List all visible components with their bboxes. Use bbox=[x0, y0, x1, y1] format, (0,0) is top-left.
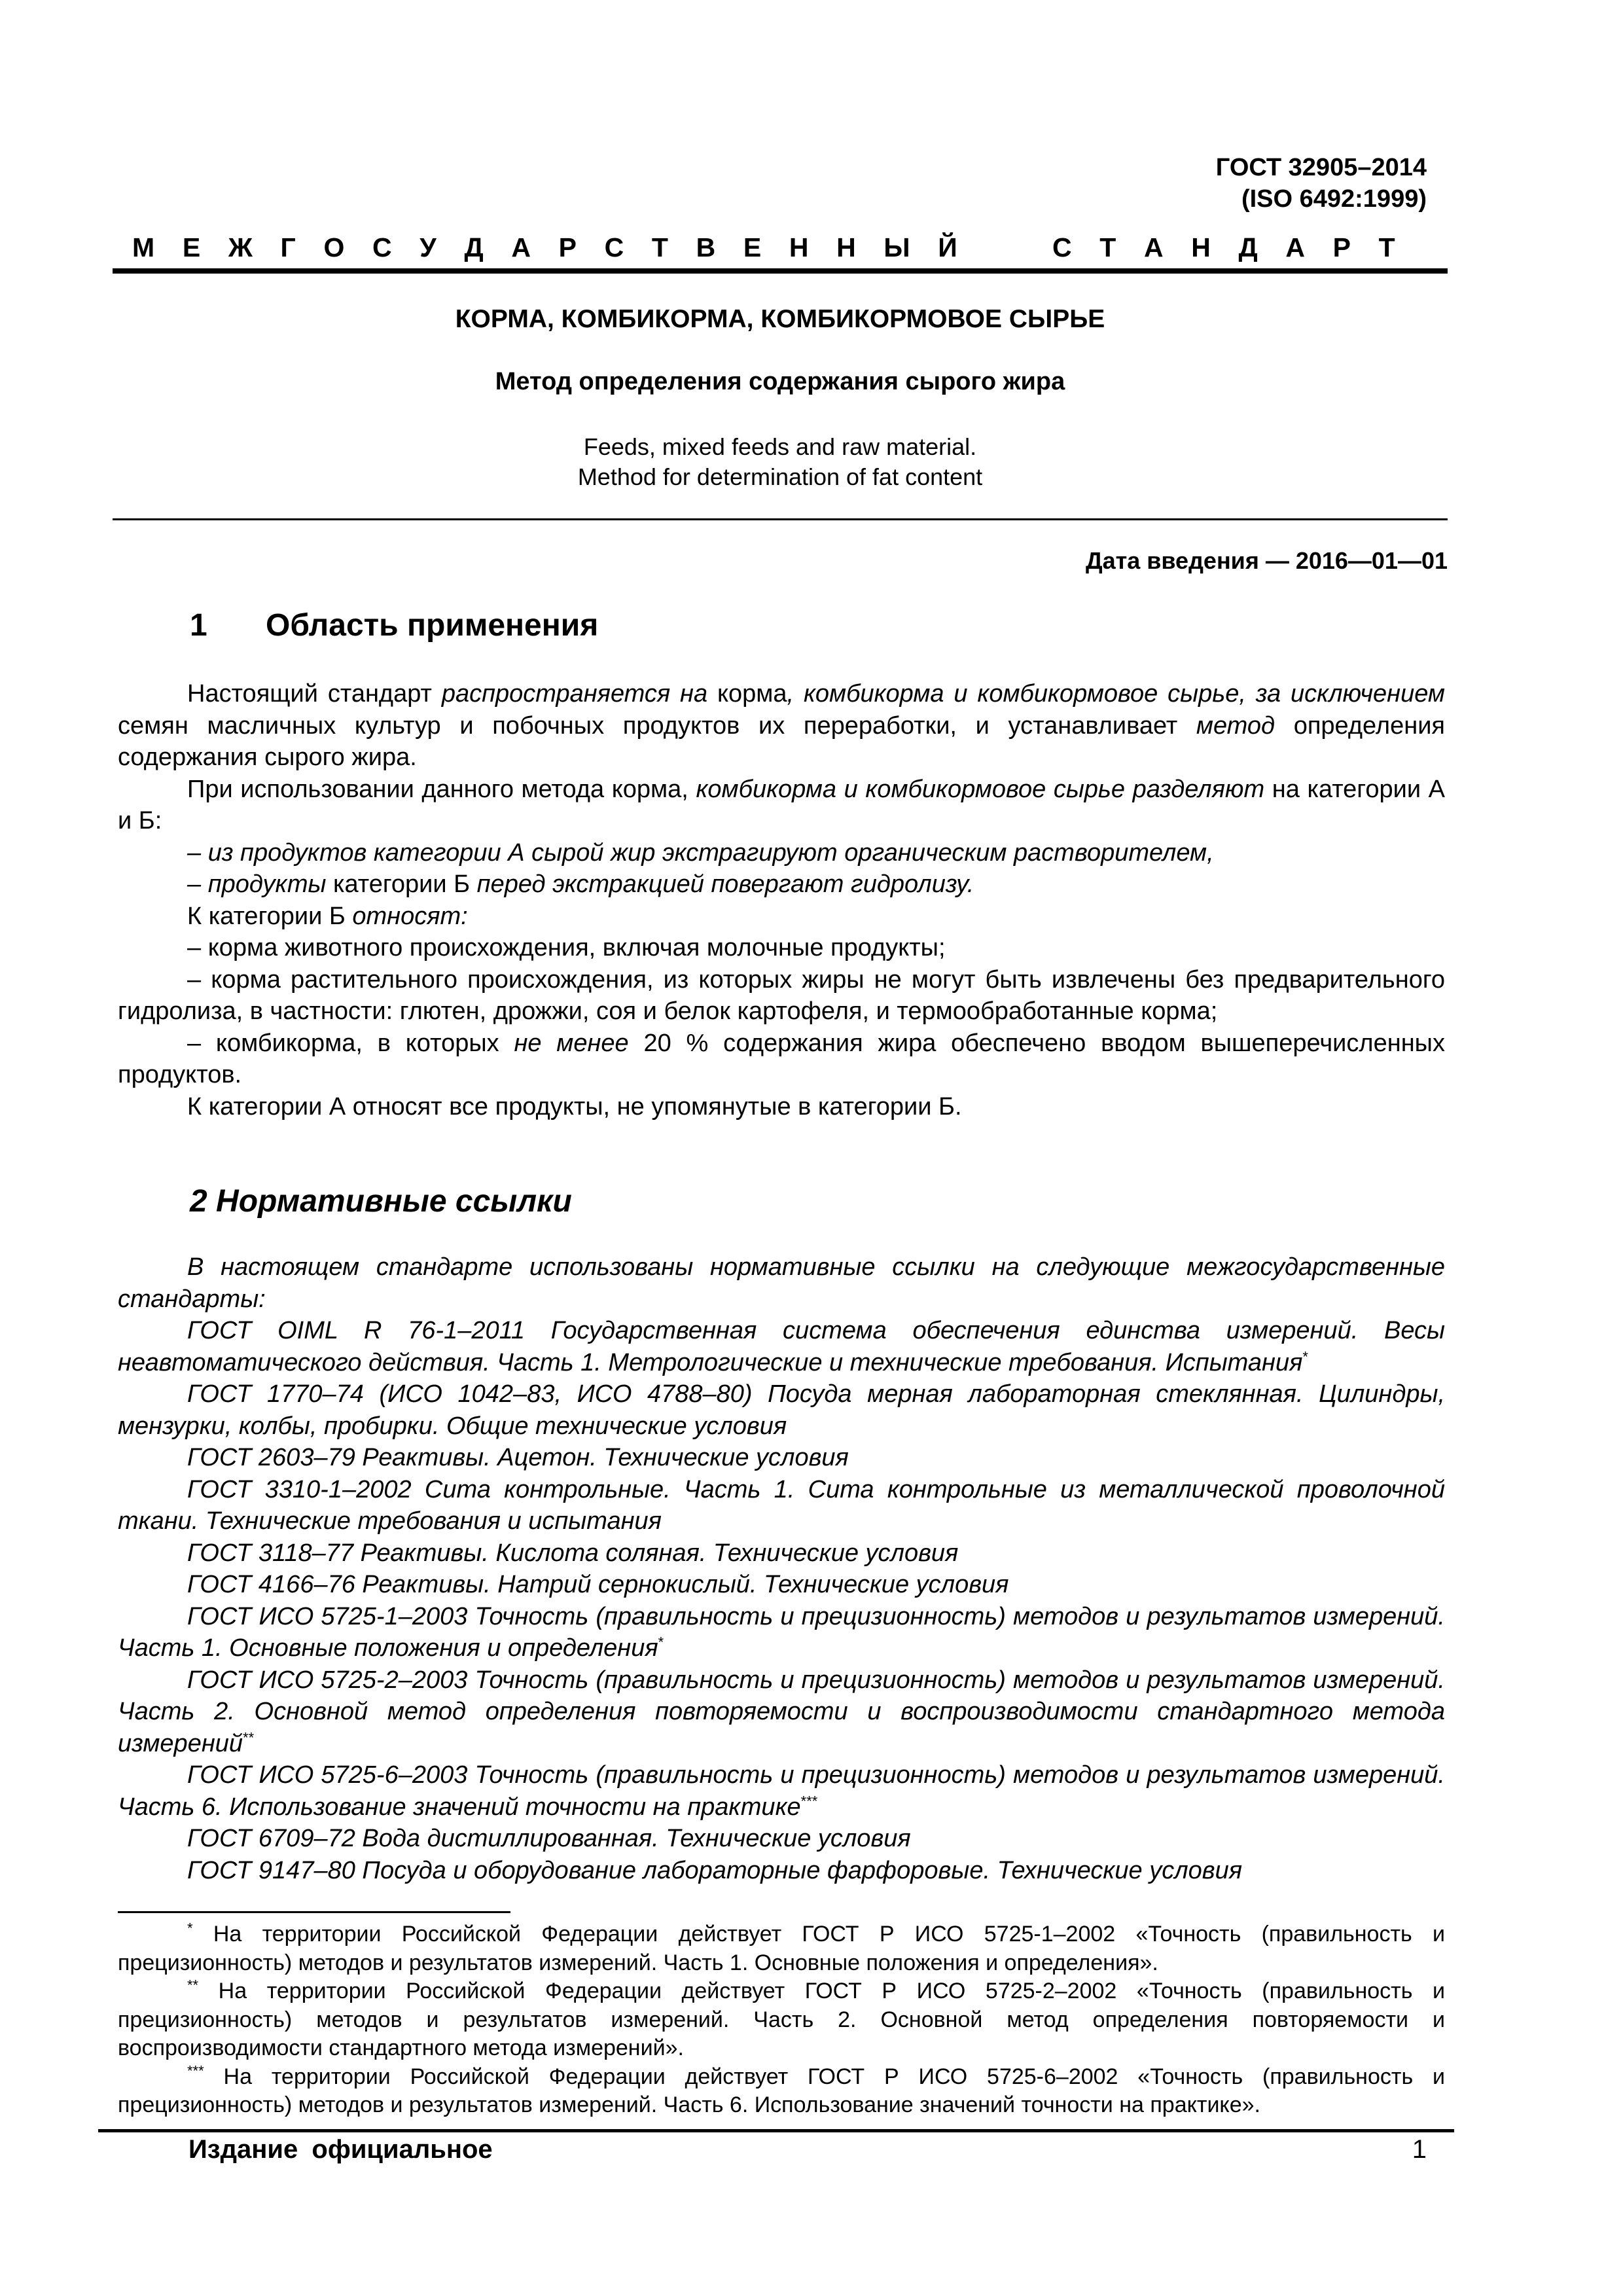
reference-item: ГОСТ OIML R 76-1–2011 Государственная система обеспечения единства измерений. Весы неавтоматического действия. Часть 1. Метрологические и технические требования. Испытания* bbox=[118, 1317, 1445, 1376]
banner-letter: Т bbox=[1378, 232, 1395, 262]
gost-number: ГОСТ 32905–2014 bbox=[1215, 154, 1427, 181]
reference-item: ГОСТ 3310-1–2002 Сита контрольные. Часть 1. Сита контрольные из металлической проволочной ткани. Технические требования и испытания bbox=[118, 1475, 1445, 1535]
banner-letter: А bbox=[511, 232, 531, 262]
page-number: 1 bbox=[1412, 2135, 1427, 2164]
banner-letter: Д bbox=[464, 232, 484, 262]
reference-item: ГОСТ 1770–74 (ИСО 1042–83, ИСО 4788–80) Посуда мерная лабораторная стеклянная. Цилиндры, мензурки, колбы, пробирки. Общие технические условия bbox=[118, 1380, 1445, 1440]
banner-letter: Ы bbox=[883, 232, 910, 262]
gost-designation bbox=[1216, 152, 1427, 215]
banner-letter: С bbox=[372, 232, 392, 262]
english-title bbox=[113, 432, 1448, 492]
banner-letter: Д bbox=[1238, 232, 1258, 262]
paragraph: – комбикорма, в которых не менее 20 % содержания жира обеспечено вводом вышеперечисленных продуктов. bbox=[118, 1029, 1445, 1088]
paragraph: Настоящий стандарт распространяется на корма, комбикорма и комбикормовое сырье, за исключением семян масличных культур и побочных продуктов их переработки, и устанавливает метод определения содержания сырого жира. bbox=[118, 680, 1445, 771]
footnotes bbox=[118, 1920, 1445, 2120]
banner-letter: Р bbox=[558, 232, 577, 262]
banner-letter: Й bbox=[938, 232, 957, 262]
paragraph: – корма животного происхождения, включая молочные продукты; bbox=[187, 934, 946, 961]
reference-item: ГОСТ 9147–80 Посуда и оборудование лабораторные фарфоровые. Технические условия bbox=[187, 1856, 1243, 1884]
footer-rule bbox=[98, 2129, 1454, 2132]
paragraph: – корма растительного происхождения, из которых жиры не могут быть извлечены без предварительного гидролиза, в частности: глютен, дрожжи, соя и белок картофеля, и термообработанные корма; bbox=[118, 965, 1445, 1025]
banner-letter: Е bbox=[743, 232, 762, 262]
banner-letter: В bbox=[696, 232, 716, 262]
title-rule bbox=[113, 518, 1448, 520]
banner-letter: Г bbox=[280, 232, 296, 262]
banner-letter: Т bbox=[1099, 232, 1116, 262]
banner-letter: Е bbox=[182, 232, 201, 262]
english-title-line-2: Method for determination of fat content bbox=[577, 463, 983, 490]
reference-item: ГОСТ ИСО 5725-2–2003 Точность (правильность и прецизионность) методов и результатов измерений. Часть 2. Основной метод определения повторяемости и воспроизводимости стандартного метода измерений** bbox=[118, 1666, 1445, 1757]
paragraph: К категории А относят все продукты, не упомянутые в категории Б. bbox=[187, 1092, 962, 1121]
footnote: *** На территории Российской Федерации действует ГОСТ Р ИСО 5725-6–2002 «Точность (правильность и прецизионность) методов и результатов измерений. Часть 6. Использование значений точности на практике». bbox=[118, 2062, 1445, 2117]
reference-item: ГОСТ ИСО 5725-1–2003 Точность (правильность и прецизионность) методов и результатов измерений. Часть 1. Основные положения и определения* bbox=[118, 1602, 1445, 1662]
english-title-line-1: Feeds, mixed feeds and raw material. bbox=[583, 433, 977, 460]
banner-letter: С bbox=[1052, 232, 1072, 262]
official-edition-label: Издание официальное bbox=[188, 2135, 493, 2164]
document-title: КОРМА, КОМБИКОРМА, КОМБИКОРМОВОЕ СЫРЬЕ bbox=[455, 305, 1105, 333]
reference-item: ГОСТ 6709–72 Вода дистиллированная. Технические условия bbox=[187, 1825, 911, 1852]
paragraph: К категории Б относят: bbox=[187, 902, 468, 930]
reference-item: ГОСТ 4166–76 Реактивы. Натрий сернокислый. Технические условия bbox=[187, 1571, 1009, 1598]
banner-letter: О bbox=[323, 232, 345, 262]
footnote: * На территории Российской Федерации действует ГОСТ Р ИСО 5725-1–2002 «Точность (правильность и прецизионность) методов и результатов измерений. Часть 1. Основные положения и определения». bbox=[118, 1920, 1445, 1975]
footnote-rule bbox=[118, 1911, 510, 1913]
banner-letter: А bbox=[1143, 232, 1164, 262]
paragraph: – продукты категории Б перед экстракцией повергают гидролизу. bbox=[187, 870, 974, 898]
reference-item: ГОСТ ИСО 5725-6–2003 Точность (правильность и прецизионность) методов и результатов измерений. Часть 6. Использование значений точности на практике*** bbox=[118, 1761, 1445, 1821]
iso-number: (ISO 6492:1999) bbox=[1241, 185, 1427, 213]
banner-letter: А bbox=[1285, 232, 1305, 262]
banner-letter: Н bbox=[1191, 232, 1211, 262]
paragraph: – из продуктов категории А сырой жир экстрагируют органическим растворителем, bbox=[187, 838, 1214, 867]
section-1-body bbox=[118, 678, 1445, 1122]
interstate-standard-banner bbox=[132, 232, 1395, 263]
banner-letter: Н bbox=[836, 232, 856, 262]
banner-letter: С bbox=[604, 232, 624, 262]
section-1-number: 1 bbox=[190, 608, 207, 643]
section-1-title: Область применения bbox=[266, 608, 599, 643]
section-2-body bbox=[118, 1251, 1445, 1886]
banner-letter: Ж bbox=[228, 232, 253, 262]
banner-letter: М bbox=[132, 232, 155, 262]
paragraph: В настоящем стандарте использованы нормативные ссылки на следующие межгосударственные стандарты: bbox=[118, 1253, 1445, 1313]
banner-letter: У bbox=[419, 232, 437, 262]
banner-letter: Т bbox=[651, 232, 668, 262]
footnote: ** На территории Российской Федерации действует ГОСТ Р ИСО 5725-2–2002 «Точность (правильность и прецизионность) методов и результатов измерений. Часть 2. Основной метод определения повторяемости и воспроизводимости стандартного метода измерений». bbox=[118, 1977, 1445, 2060]
introduction-date: Дата введения — 2016—01—01 bbox=[1085, 547, 1448, 574]
header-rule bbox=[113, 268, 1448, 274]
banner-letter: Р bbox=[1332, 232, 1351, 262]
banner-letter: Н bbox=[789, 232, 809, 262]
document-subtitle: Метод определения содержания сырого жира bbox=[495, 368, 1065, 395]
paragraph: При использовании данного метода корма, комбикорма и комбикормовое сырье разделяют на категории А и Б: bbox=[118, 775, 1445, 834]
section-2-heading: 2 Нормативные ссылки bbox=[190, 1184, 572, 1219]
reference-item: ГОСТ 2603–79 Реактивы. Ацетон. Технические условия bbox=[187, 1444, 849, 1471]
reference-item: ГОСТ 3118–77 Реактивы. Кислота соляная. Технические условия bbox=[187, 1539, 959, 1567]
